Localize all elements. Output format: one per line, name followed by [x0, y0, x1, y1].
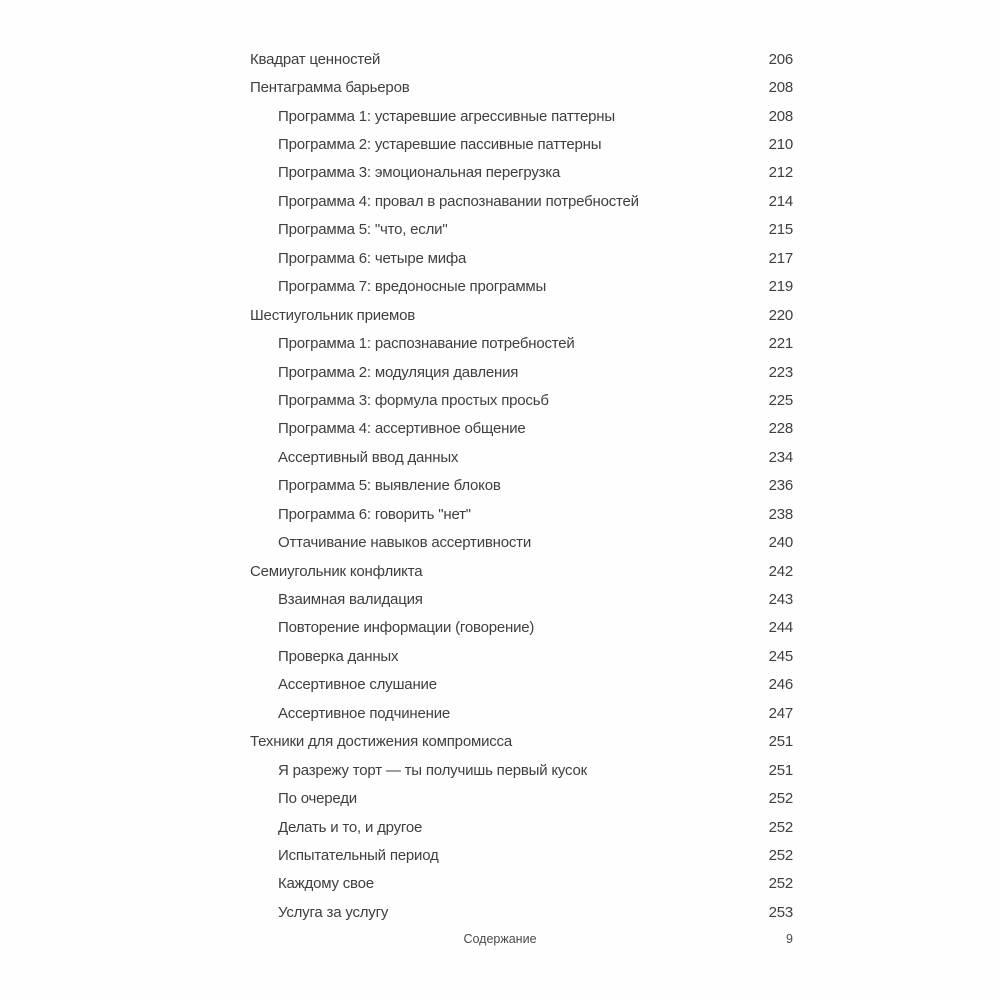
toc-entry	[250, 784, 793, 812]
toc-entry-page-number: 247	[768, 704, 793, 722]
toc-entry	[250, 45, 793, 73]
toc-entry-page-number: 223	[768, 363, 793, 381]
toc-entry-page-number: 252	[768, 818, 793, 836]
toc-entry-page-number: 210	[768, 136, 793, 154]
toc-entry	[250, 642, 793, 670]
toc-entry-page-number: 242	[768, 562, 793, 580]
toc-entry-page-number: 245	[768, 647, 793, 665]
toc-entry-title: Программа 1: устаревшие агрессивные паттерны	[278, 107, 615, 125]
toc-entry-title: Квадрат ценностей	[250, 50, 381, 68]
toc-entry-title: Испытательный период	[278, 846, 439, 864]
toc-entry-title: Пентаграмма барьеров	[250, 79, 410, 97]
footer-section-label: Содержание	[463, 932, 537, 946]
toc-entry-page-number: 212	[768, 164, 793, 182]
toc-entry	[250, 699, 793, 727]
toc-entry-page-number: 251	[768, 761, 793, 779]
toc-entry-title: Программа 6: четыре мифа	[278, 249, 467, 267]
toc-entry	[250, 130, 793, 158]
toc-entry-title: Я разрежу торт — ты получишь первый кусок	[278, 761, 587, 779]
toc-entry-page-number: 252	[768, 875, 793, 893]
toc-entry	[250, 870, 793, 898]
toc-entry-page-number: 238	[768, 505, 793, 523]
toc-entry-title: Ассертивное подчинение	[278, 704, 451, 722]
toc-entry	[250, 301, 793, 329]
toc-entry	[250, 102, 793, 130]
toc-entry	[250, 585, 793, 613]
toc-entry-title: Программа 3: эмоциональная перегрузка	[278, 164, 561, 182]
toc-entry-page-number: 252	[768, 790, 793, 808]
toc-entry-title: Программа 5: выявление блоков	[278, 477, 501, 495]
toc-entry-page-number: 234	[768, 448, 793, 466]
toc-entry-page-number: 220	[768, 306, 793, 324]
toc-entry-title: Программа 2: модуляция давления	[278, 363, 519, 381]
toc-entry-title: Проверка данных	[278, 647, 399, 665]
toc-entry-title: Шестиугольник приемов	[250, 306, 416, 324]
toc-entry	[250, 187, 793, 215]
toc-entry-page-number: 244	[768, 619, 793, 637]
toc-entry-page-number: 219	[768, 278, 793, 296]
toc-entry-title: Программа 5: "что, если"	[278, 221, 448, 239]
toc-entry	[250, 159, 793, 187]
toc-list	[250, 45, 793, 927]
footer-page-number: 9	[786, 932, 793, 946]
toc-entry-title: Программа 4: ассертивное общение	[278, 420, 526, 438]
toc-entry	[250, 500, 793, 528]
toc-entry-page-number: 206	[768, 50, 793, 68]
toc-entry	[250, 358, 793, 386]
toc-entry	[250, 671, 793, 699]
toc-entry-title: Делать и то, и другое	[278, 818, 423, 836]
toc-entry-title: Ассертивный ввод данных	[278, 448, 459, 466]
toc-entry	[250, 73, 793, 101]
toc-entry	[250, 244, 793, 272]
toc-entry-title: Программа 1: распознавание потребностей	[278, 335, 575, 353]
toc-entry-page-number: 243	[768, 591, 793, 609]
toc-entry	[250, 329, 793, 357]
toc-entry-title: Техники для достижения компромисса	[250, 733, 512, 751]
toc-entry	[250, 443, 793, 471]
toc-entry-page-number: 228	[768, 420, 793, 438]
page-footer	[0, 932, 1000, 950]
toc-entry-page-number: 214	[768, 192, 793, 210]
toc-entry-page-number: 215	[768, 221, 793, 239]
toc-entry	[250, 386, 793, 414]
toc-entry-title: Программа 3: формула простых просьб	[278, 391, 549, 409]
toc-entry-page-number: 251	[768, 733, 793, 751]
toc-entry-page-number: 253	[768, 903, 793, 921]
toc-entry-title: Каждому свое	[278, 875, 374, 893]
toc-entry	[250, 813, 793, 841]
toc-entry	[250, 614, 793, 642]
toc-entry	[250, 756, 793, 784]
toc-entry	[250, 472, 793, 500]
toc-entry-title: Семиугольник конфликта	[250, 562, 423, 580]
toc-entry-page-number: 208	[768, 107, 793, 125]
toc-entry-page-number: 217	[768, 249, 793, 267]
toc-entry-title: Оттачивание навыков ассертивности	[278, 534, 532, 552]
toc-entry-page-number: 246	[768, 676, 793, 694]
toc-entry-page-number: 208	[768, 79, 793, 97]
toc-entry	[250, 728, 793, 756]
toc-entry-title: Ассертивное слушание	[278, 676, 437, 694]
toc-entry-page-number: 221	[768, 335, 793, 353]
toc-entry	[250, 216, 793, 244]
toc-entry	[250, 528, 793, 556]
toc-entry-page-number: 225	[768, 391, 793, 409]
toc-entry-page-number: 236	[768, 477, 793, 495]
toc-entry-title: Программа 4: провал в распознавании потребностей	[278, 192, 639, 210]
toc-entry	[250, 898, 793, 926]
toc-entry-page-number: 252	[768, 846, 793, 864]
toc-entry	[250, 557, 793, 585]
toc-entry-title: Повторение информации (говорение)	[278, 619, 535, 637]
toc-entry	[250, 841, 793, 869]
toc-entry-title: Взаимная валидация	[278, 591, 423, 609]
toc-entry-page-number: 240	[768, 534, 793, 552]
toc-entry	[250, 415, 793, 443]
toc-entry-title: По очереди	[278, 790, 357, 808]
toc-entry-title: Услуга за услугу	[278, 903, 389, 921]
toc-entry	[250, 273, 793, 301]
toc-entry-title: Программа 6: говорить "нет"	[278, 505, 471, 523]
toc-entry-title: Программа 2: устаревшие пассивные паттерны	[278, 136, 602, 154]
toc-entry-title: Программа 7: вредоносные программы	[278, 278, 547, 296]
